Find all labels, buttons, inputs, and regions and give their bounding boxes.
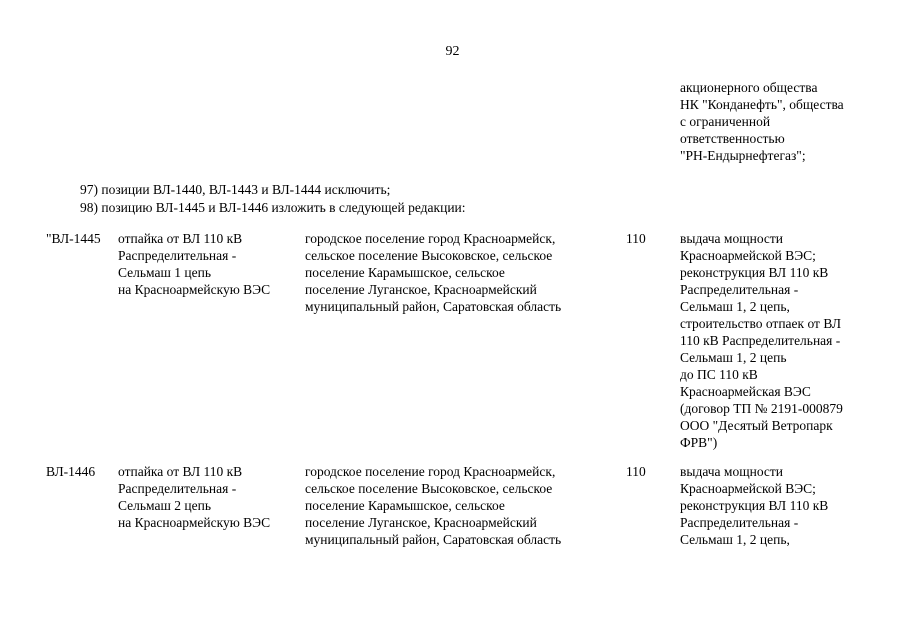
text-line: (договор ТП № 2191-000879 bbox=[680, 401, 843, 416]
text-line: ФРВ") bbox=[680, 435, 718, 450]
text-line: реконструкция ВЛ 110 кВ bbox=[680, 265, 829, 280]
text-line: Красноармейской ВЭС; bbox=[680, 481, 816, 496]
text-line: отпайка от ВЛ 110 кВ bbox=[118, 231, 243, 246]
text-line: Распределительная - bbox=[118, 248, 237, 263]
text-line: сельское поселение Высоковское, сельское bbox=[305, 248, 553, 263]
text-line: сельское поселение Высоковское, сельское bbox=[305, 481, 553, 496]
text-line: акционерного общества bbox=[680, 80, 818, 95]
line-location bbox=[305, 463, 561, 548]
text-line: на Красноармейскую ВЭС bbox=[118, 515, 271, 530]
text-line: Сельмаш 1, 2 цепь, bbox=[680, 532, 790, 547]
text-line: Сельмаш 1 цепь bbox=[118, 265, 211, 280]
text-line: Сельмаш 1, 2 цепь, bbox=[680, 299, 790, 314]
text-line: Сельмаш 2 цепь bbox=[118, 498, 211, 513]
text-line: поселение Луганское, Красноармейский bbox=[305, 282, 537, 297]
line-code: ВЛ-1446 bbox=[46, 464, 96, 479]
text-line: городское поселение город Красноармейск, bbox=[305, 231, 556, 246]
text-line: поселение Луганское, Красноармейский bbox=[305, 515, 537, 530]
text-line: Распределительная - bbox=[680, 282, 799, 297]
text-line: муниципальный район, Саратовская область bbox=[305, 299, 562, 314]
text-line: поселение Карамышское, сельское bbox=[305, 498, 505, 513]
text-line: на Красноармейскую ВЭС bbox=[118, 282, 271, 297]
text-line: городское поселение город Красноармейск, bbox=[305, 464, 556, 479]
instruction-97: 97) позиции ВЛ-1440, ВЛ-1443 и ВЛ-1444 исключить; bbox=[80, 182, 391, 197]
text-line: Сельмаш 1, 2 цепь bbox=[680, 350, 787, 365]
line-voltage: 110 bbox=[626, 464, 646, 479]
text-line: до ПС 110 кВ bbox=[680, 367, 758, 382]
text-line: отпайка от ВЛ 110 кВ bbox=[118, 464, 243, 479]
text-line: реконструкция ВЛ 110 кВ bbox=[680, 498, 829, 513]
text-line: ответственностью bbox=[680, 131, 785, 146]
text-line: выдача мощности bbox=[680, 231, 784, 246]
text-line: "РН-Ендырнефтегаз"; bbox=[680, 148, 806, 163]
text-line: ООО "Десятый Ветропарк bbox=[680, 418, 833, 433]
previous-entry-purpose bbox=[680, 79, 844, 164]
line-location bbox=[305, 230, 561, 315]
text-line: Красноармейская ВЭС bbox=[680, 384, 811, 399]
text-line: строительство отпаек от ВЛ bbox=[680, 316, 841, 331]
text-line: выдача мощности bbox=[680, 464, 784, 479]
line-code: "ВЛ-1445 bbox=[46, 231, 101, 246]
text-line: муниципальный район, Саратовская область bbox=[305, 532, 562, 547]
instruction-98: 98) позицию ВЛ-1445 и ВЛ-1446 изложить в следующей редакции: bbox=[80, 200, 466, 215]
text-line: Красноармейской ВЭС; bbox=[680, 248, 816, 263]
text-line: 110 кВ Распределительная - bbox=[680, 333, 841, 348]
line-voltage: 110 bbox=[626, 231, 646, 246]
line-purpose bbox=[680, 230, 843, 451]
line-name bbox=[118, 230, 270, 298]
page-number: 92 bbox=[445, 44, 460, 59]
text-line: с ограниченной bbox=[680, 114, 771, 129]
line-purpose bbox=[680, 463, 828, 548]
text-line: поселение Карамышское, сельское bbox=[305, 265, 505, 280]
line-name bbox=[118, 463, 270, 531]
text-line: Распределительная - bbox=[118, 481, 237, 496]
text-line: Распределительная - bbox=[680, 515, 799, 530]
text-line: НК "Конданефть", общества bbox=[680, 97, 844, 112]
